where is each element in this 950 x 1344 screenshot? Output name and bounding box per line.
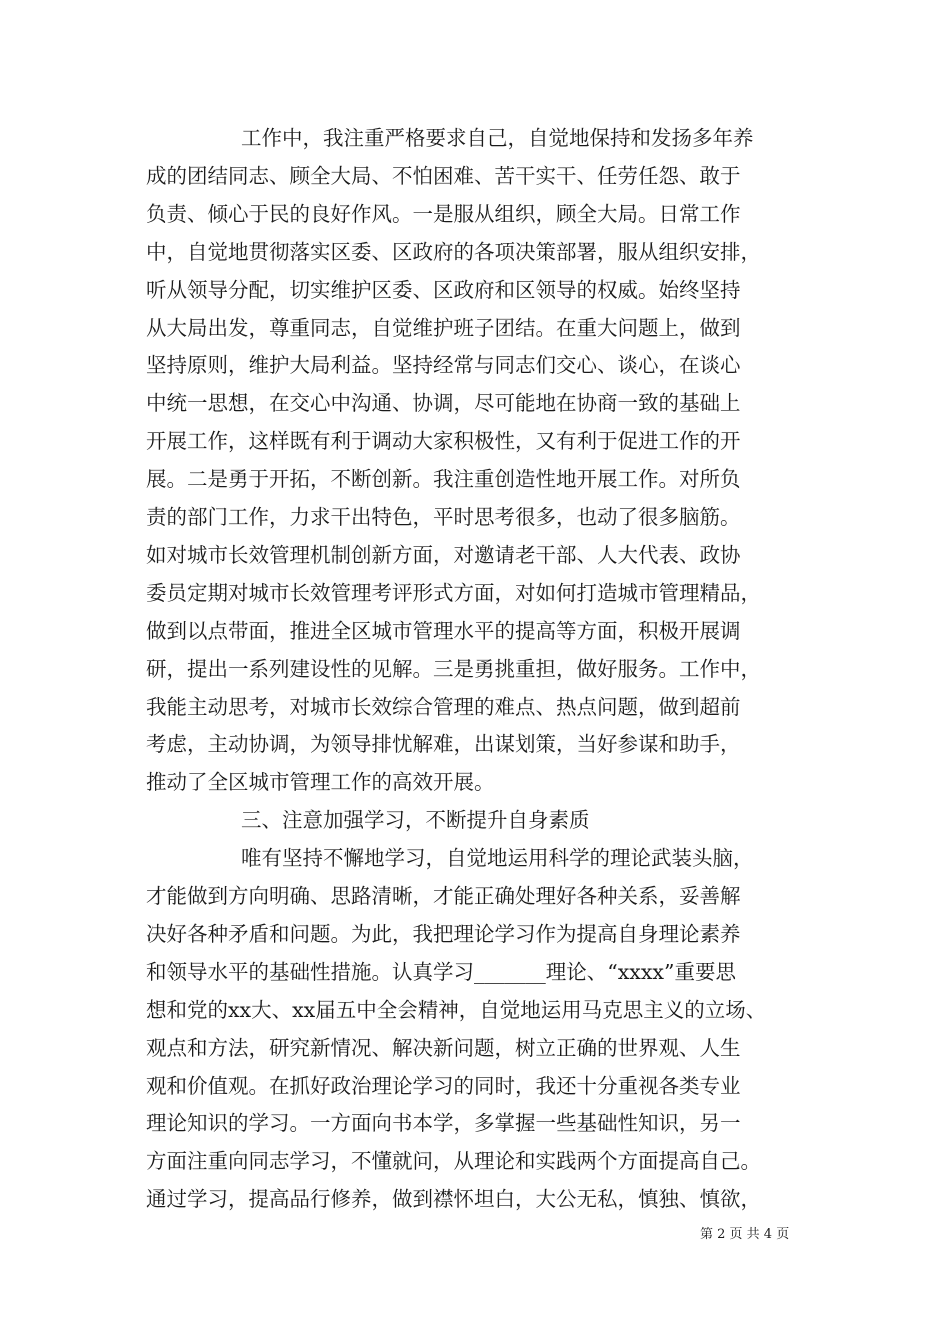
- paragraph-line: 决好各种矛盾和问题。为此，我把理论学习作为提高自身理论素养: [146, 921, 741, 946]
- paragraph-line: 坚持原则，维护大局利益。坚持经常与同志们交心、谈心，在谈心: [146, 353, 741, 378]
- paragraph-line: 我能主动思考，对城市长效综合管理的难点、热点问题，做到超前: [146, 694, 741, 719]
- paragraph-line: 展。二是勇于开拓，不断创新。我注重创造性地开展工作。对所负: [146, 467, 741, 492]
- paragraph-line: 中，自觉地贯彻落实区委、区政府的各项决策部署，服从组织安排，: [146, 239, 761, 264]
- paragraph-line: 想和党的xx大、xx届五中全会精神，自觉地运用马克思主义的立场、: [146, 997, 767, 1022]
- paragraph-line: 观点和方法，研究新情况、解决新问题，树立正确的世界观、人生: [146, 1035, 741, 1060]
- paragraph-line: 才能做到方向明确、思路清晰，才能正确处理好各种关系，妥善解: [146, 884, 741, 908]
- paragraph-line: 研，提出一系列建设性的见解。三是勇挑重担，做好服务。工作中，: [146, 656, 761, 681]
- paragraph-line: 方面注重向同志学习，不懂就问，从理论和实践两个方面提高自己。: [146, 1149, 761, 1174]
- paragraph-line: 开展工作，这样既有利于调动大家积极性，又有利于促进工作的开: [146, 429, 741, 454]
- paragraph-line: 负责、倾心于民的良好作风。一是服从组织，顾全大局。日常工作: [146, 201, 741, 226]
- paragraph-line: 做到以点带面，推进全区城市管理水平的提高等方面，积极开展调: [146, 618, 741, 643]
- paragraph-line: 考虑，主动协调，为领导排忧解难，出谋划策，当好参谋和助手，: [146, 732, 741, 757]
- paragraph-line: 和领导水平的基础性措施。认真学习_______理论、“xxxx”重要思: [146, 959, 736, 984]
- paragraph-line: 从大局出发，尊重同志，自觉维护班子团结。在重大问题上，做到: [146, 315, 741, 340]
- page-footer: 第 2 页 共 4 页: [700, 1227, 790, 1242]
- paragraph-line: 三、注意加强学习，不断提升自身素质: [241, 808, 590, 833]
- paragraph-line: 工作中，我注重严格要求自己，自觉地保持和发扬多年养: [241, 126, 754, 150]
- paragraph-line: 中统一思想，在交心中沟通、协调，尽可能地在协商一致的基础上: [146, 391, 741, 416]
- paragraph-line: 成的团结同志、顾全大局、不怕困难、苦干实干、任劳任怨、敢于: [146, 163, 741, 188]
- paragraph-line: 如对城市长效管理机制创新方面，对邀请老干部、人大代表、政协: [146, 542, 741, 567]
- paragraph-line: 责的部门工作，力求干出特色，平时思考很多，也动了很多脑筋。: [146, 505, 741, 529]
- paragraph-line: 通过学习，提高品行修养，做到襟怀坦白，大公无私，慎独、慎欲，: [146, 1187, 761, 1212]
- paragraph-line: 观和价值观。在抓好政治理论学习的同时，我还十分重视各类专业: [146, 1073, 741, 1098]
- paragraph-line: 唯有坚持不懈地学习，自觉地运用科学的理论武装头脑，: [241, 846, 754, 871]
- paragraph-line: 听从领导分配，切实维护区委、区政府和区领导的权威。始终坚持: [146, 277, 741, 302]
- paragraph-line: 理论知识的学习。一方面向书本学，多掌握一些基础性知识，另一: [146, 1111, 741, 1136]
- paragraph-line: 委员定期对城市长效管理考评形式方面，对如何打造城市管理精品，: [146, 580, 761, 605]
- paragraph-line: 推动了全区城市管理工作的高效开展。: [146, 770, 495, 795]
